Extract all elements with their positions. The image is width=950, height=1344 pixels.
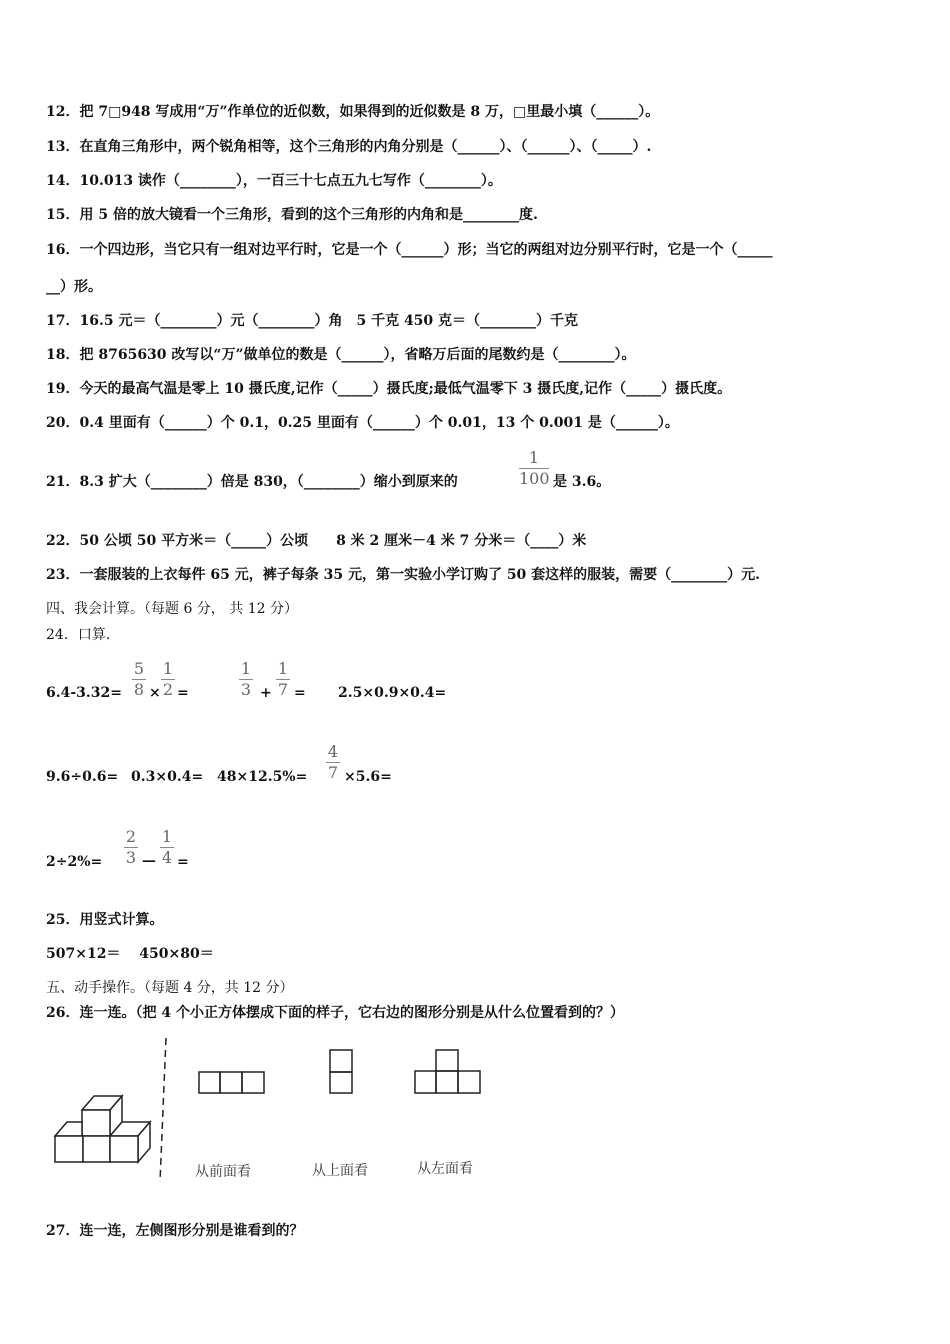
calc-48-times-12-5-percent: 48×12.5%= [217, 769, 308, 785]
plus-sign: + [260, 685, 272, 701]
question-25: 25．用竖式计算。 [46, 912, 164, 928]
question-27: 27．连一连，左侧图形分别是谁看到的？ [46, 1223, 304, 1239]
front-view-drawing [199, 1072, 264, 1093]
section-5-title: 五、动手操作。（每题 4 分，共 12 分） [46, 980, 294, 996]
fraction-1-2 [161, 660, 175, 699]
fraction-denominator: 7 [277, 680, 289, 699]
fraction-numerator: 1 [240, 659, 252, 678]
question-17: 17．16.5 元＝（________）元（________）角 5 千克 450 克＝（________）千克 [46, 313, 579, 329]
question-22: 22．50 公顷 50 平方米＝（_____）公顷 8 米 2 厘米－4 米 7 分米＝（____）米 [46, 533, 587, 549]
fraction-1-100 [519, 449, 549, 488]
equals-sign: = [177, 685, 189, 701]
question-19: 19．今天的最高气温是零上 10 摄氏度,记作（_____）摄氏度;最低气温零下 3 摄氏度,记作（_____）摄氏度。 [46, 381, 732, 397]
fraction-5-8 [132, 660, 146, 699]
cube-stack-drawing [55, 1096, 150, 1162]
fraction-denominator: 4 [161, 848, 173, 867]
calc-0-3-times-0-4: 0.3×0.4= [131, 769, 204, 785]
fraction-denominator: 3 [240, 680, 252, 699]
question-21-end: 是 3.6。 [553, 474, 611, 490]
fraction-1-4 [160, 828, 174, 867]
fraction-numerator: 1 [277, 659, 289, 678]
label-top-view: 从上面看 [312, 1163, 368, 1179]
fraction-numerator: 2 [125, 827, 137, 846]
calc-9-6-div-0-6: 9.6÷0.6= [46, 769, 119, 785]
question-12: 12．把 7□948 写成用“万”作单位的近似数，如果得到的近似数是 8 万，□里最小填（______）。 [46, 104, 660, 120]
fraction-denominator: 2 [162, 680, 174, 699]
question-16: 16．一个四边形，当它只有一组对边平行时，它是一个（______）形；当它的两组对边分别平行时，它是一个（_____ [46, 242, 773, 258]
times-sign: × [149, 685, 161, 701]
fraction-numerator: 1 [528, 448, 540, 467]
minus-sign: — [142, 853, 156, 869]
fraction-1-7 [276, 660, 290, 699]
fraction-numerator: 5 [133, 659, 145, 678]
calc-2-5-times-0-9-times-0-4: 2.5×0.9×0.4= [338, 685, 447, 701]
cube-views-figure [40, 1030, 510, 1190]
top-view-drawing [330, 1050, 352, 1093]
question-25-items: 507×12＝ 450×80＝ [46, 946, 214, 962]
fraction-denominator: 7 [327, 763, 339, 782]
fraction-numerator: 1 [161, 827, 173, 846]
question-21 [46, 473, 458, 491]
label-front-view: 从前面看 [195, 1164, 251, 1180]
question-13: 13．在直角三角形中，两个锐角相等，这个三角形的内角分别是（______）、（______）、（_____）. [46, 139, 652, 155]
question-14: 14．10.013 读作（________），一百三十七点五九七写作（________）。 [46, 173, 502, 189]
question-16-continued: __）形。 [46, 279, 102, 295]
fraction-denominator: 3 [125, 848, 137, 867]
calc-times-5-6: ×5.6= [344, 769, 392, 785]
fraction-1-3 [239, 660, 253, 699]
fraction-denominator: 8 [133, 680, 145, 699]
fraction-4-7 [326, 743, 340, 782]
fraction-denominator: 100 [519, 469, 550, 488]
calc-6-4-minus-3-32: 6.4-3.32= [46, 685, 122, 701]
calc-2-div-2-percent: 2÷2%= [46, 854, 103, 870]
question-26: 26．连一连。（把 4 个小正方体摆成下面的样子，它右边的图形分别是从什么位置看到的？） [46, 1005, 624, 1021]
dashed-divider [160, 1038, 166, 1182]
fraction-numerator: 1 [162, 659, 174, 678]
section-4-title: 四、我会计算。（每题 6 分， 共 12 分） [46, 601, 298, 617]
question-18: 18．把 8765630 改写以“万”做单位的数是（______），省略万后面的尾数约是（________）。 [46, 347, 636, 363]
equals-sign: = [177, 854, 189, 870]
question-24: 24．口算. [46, 627, 111, 643]
equals-sign: = [294, 685, 306, 701]
left-view-drawing [415, 1050, 480, 1093]
fraction-numerator: 4 [327, 742, 339, 761]
fraction-2-3 [124, 828, 138, 867]
question-15: 15．用 5 倍的放大镜看一个三角形，看到的这个三角形的内角和是________度. [46, 207, 538, 223]
question-23: 23．一套服装的上衣每件 65 元，裤子每条 35 元，第一实验小学订购了 50 套这样的服装，需要（________）元. [46, 567, 761, 583]
label-left-view: 从左面看 [417, 1161, 473, 1177]
question-20: 20．0.4 里面有（______）个 0.1，0.25 里面有（______）个 0.01，13 个 0.001 是（______）。 [46, 415, 679, 431]
question-21-text: 21．8.3 扩大（________）倍是 830，（________）缩小到原来的 [46, 474, 458, 490]
